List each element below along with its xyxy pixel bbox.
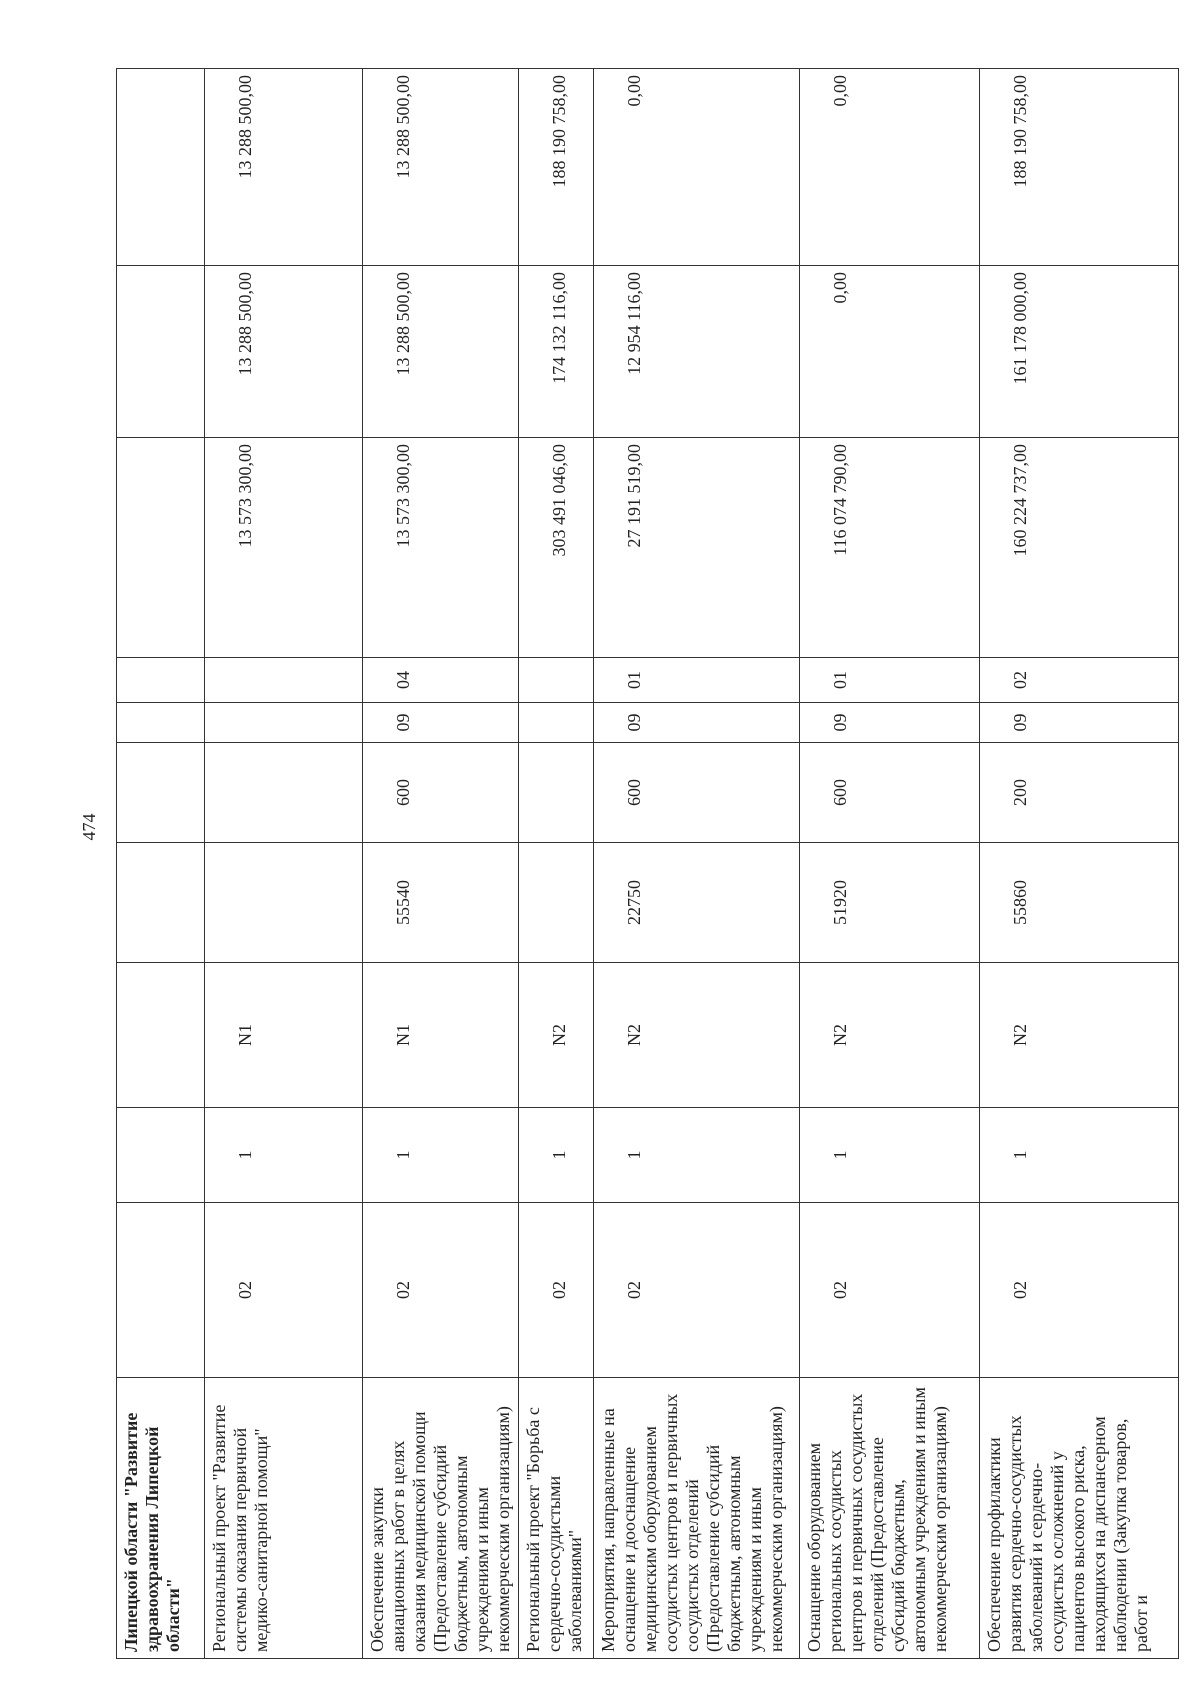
amount-year3-cell: 13 288 500,00 bbox=[205, 69, 363, 266]
expense-type-cell bbox=[519, 743, 594, 843]
direction-code-cell: 51920 bbox=[800, 843, 980, 963]
project-code-cell: N1 bbox=[205, 963, 363, 1108]
row-name-cell: Региональный проект "Развитие системы оказания первичной медико-санитарной помощи" bbox=[205, 1378, 363, 1659]
amount-year2-cell bbox=[117, 266, 205, 438]
direction-code-cell: 55540 bbox=[363, 843, 519, 963]
amount-year3-cell: 13 288 500,00 bbox=[363, 69, 519, 266]
section-code-cell bbox=[205, 703, 363, 743]
program-code-cell: 1 bbox=[205, 1108, 363, 1203]
admin-code-cell: 02 bbox=[363, 1203, 519, 1378]
project-code-cell: N2 bbox=[519, 963, 594, 1108]
project-code-cell: N2 bbox=[800, 963, 980, 1108]
subsection-code-cell: 01 bbox=[594, 658, 800, 703]
row-name-cell: Мероприятия, направленные на оснащение и дооснащение медицинским оборудованием сосудистых центров и первичных сосудистых отделений (Предоставление субсидий бюджетным, автономным учреждениям и иным некоммерческим организациям) bbox=[594, 1378, 800, 1659]
subsection-code-cell: 01 bbox=[800, 658, 980, 703]
amount-year2-cell: 161 178 000,00 bbox=[980, 266, 1179, 438]
program-code-cell: 1 bbox=[363, 1108, 519, 1203]
program-code-cell: 1 bbox=[980, 1108, 1179, 1203]
row-name-cell: Обеспечение закупки авиационных работ в целях оказания медицинской помощи (Предоставление субсидий бюджетным, автономным учреждениям и иным некоммерческим организациям) bbox=[363, 1378, 519, 1659]
table-row bbox=[363, 69, 519, 1659]
subsection-code-cell bbox=[205, 658, 363, 703]
subsection-code-cell bbox=[117, 658, 205, 703]
admin-code-cell bbox=[117, 1203, 205, 1378]
direction-code-cell bbox=[519, 843, 594, 963]
expense-type-cell: 600 bbox=[594, 743, 800, 843]
table-row bbox=[519, 69, 594, 1659]
amount-year3-cell: 0,00 bbox=[800, 69, 980, 266]
admin-code-cell: 02 bbox=[205, 1203, 363, 1378]
amount-year1-cell: 13 573 300,00 bbox=[205, 438, 363, 658]
expense-type-cell: 200 bbox=[980, 743, 1179, 843]
amount-year3-cell: 188 190 758,00 bbox=[519, 69, 594, 266]
project-code-cell: N2 bbox=[980, 963, 1179, 1108]
table-row bbox=[205, 69, 363, 1659]
direction-code-cell: 22750 bbox=[594, 843, 800, 963]
amount-year1-cell: 13 573 300,00 bbox=[363, 438, 519, 658]
amount-year1-cell: 303 491 046,00 bbox=[519, 438, 594, 658]
amount-year3-cell bbox=[117, 69, 205, 266]
amount-year1-cell: 160 224 737,00 bbox=[980, 438, 1179, 658]
program-code-cell: 1 bbox=[800, 1108, 980, 1203]
section-code-cell bbox=[519, 703, 594, 743]
program-code-cell bbox=[117, 1108, 205, 1203]
page-number: 474 bbox=[79, 813, 99, 841]
row-name-cell: Оснащение оборудованием региональных сосудистых центров и первичных сосудистых отделений (Предоставление субсидий бюджетным, автономным учреждениям и иным некоммерческим организациям) bbox=[800, 1378, 980, 1659]
section-code-cell: 09 bbox=[980, 703, 1179, 743]
project-code-cell: N1 bbox=[363, 963, 519, 1108]
direction-code-cell bbox=[205, 843, 363, 963]
admin-code-cell: 02 bbox=[800, 1203, 980, 1378]
amount-year1-cell: 27 191 519,00 bbox=[594, 438, 800, 658]
section-code-cell: 09 bbox=[800, 703, 980, 743]
subsection-code-cell: 02 bbox=[980, 658, 1179, 703]
table-row bbox=[594, 69, 800, 1659]
table-row bbox=[980, 69, 1179, 1659]
admin-code-cell: 02 bbox=[980, 1203, 1179, 1378]
expense-type-cell: 600 bbox=[800, 743, 980, 843]
subsection-code-cell: 04 bbox=[363, 658, 519, 703]
amount-year2-cell: 174 132 116,00 bbox=[519, 266, 594, 438]
row-name-cell: Липецкой области "Развитие здравоохранения Липецкой области" bbox=[117, 1378, 205, 1659]
amount-year2-cell: 13 288 500,00 bbox=[363, 266, 519, 438]
section-code-cell: 09 bbox=[363, 703, 519, 743]
project-code-cell bbox=[117, 963, 205, 1108]
direction-code-cell bbox=[117, 843, 205, 963]
admin-code-cell: 02 bbox=[519, 1203, 594, 1378]
table-row bbox=[800, 69, 980, 1659]
amount-year2-cell: 13 288 500,00 bbox=[205, 266, 363, 438]
budget-table bbox=[116, 68, 1179, 1659]
project-code-cell: N2 bbox=[594, 963, 800, 1108]
expense-type-cell: 600 bbox=[363, 743, 519, 843]
admin-code-cell: 02 bbox=[594, 1203, 800, 1378]
table-row bbox=[117, 69, 205, 1659]
row-name-cell: Обеспечение профилактики развития сердечно-сосудистых заболеваний и сердечно-сосудистых осложнений у пациентов высокого риска, находящихся на диспансерном наблюдении (Закупка товаров, работ и bbox=[980, 1378, 1179, 1659]
subsection-code-cell bbox=[519, 658, 594, 703]
budget-table-body bbox=[117, 69, 1179, 1659]
amount-year3-cell: 0,00 bbox=[594, 69, 800, 266]
amount-year2-cell: 0,00 bbox=[800, 266, 980, 438]
program-code-cell: 1 bbox=[594, 1108, 800, 1203]
budget-table-sheet bbox=[116, 69, 1151, 1659]
section-code-cell: 09 bbox=[594, 703, 800, 743]
expense-type-cell bbox=[117, 743, 205, 843]
expense-type-cell bbox=[205, 743, 363, 843]
amount-year1-cell bbox=[117, 438, 205, 658]
program-code-cell: 1 bbox=[519, 1108, 594, 1203]
direction-code-cell: 55860 bbox=[980, 843, 1179, 963]
amount-year3-cell: 188 190 758,00 bbox=[980, 69, 1179, 266]
amount-year1-cell: 116 074 790,00 bbox=[800, 438, 980, 658]
row-name-cell: Региональный проект "Борьба с сердечно-сосудистыми заболеваниями" bbox=[519, 1378, 594, 1659]
section-code-cell bbox=[117, 703, 205, 743]
amount-year2-cell: 12 954 116,00 bbox=[594, 266, 800, 438]
